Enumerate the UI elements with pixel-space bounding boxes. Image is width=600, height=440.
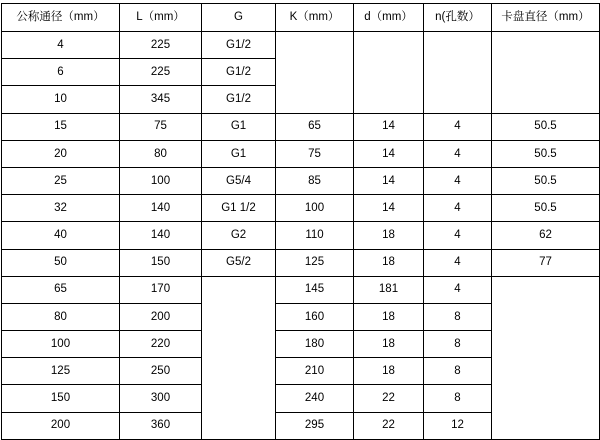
cell-k: 110 [276, 222, 354, 249]
cell-hole-count: 8 [424, 358, 492, 385]
table-row [2, 86, 600, 113]
column-header-length: L（mm） [120, 4, 202, 32]
cell-d: 14 [354, 113, 424, 140]
cell-nominal-diameter: 32 [2, 195, 120, 222]
cell-length: 225 [120, 32, 202, 59]
cell-nominal-diameter: 20 [2, 140, 120, 167]
cell-d: 14 [354, 167, 424, 194]
cell-chuck-diameter: 50.5 [492, 167, 600, 194]
cell-k: 65 [276, 113, 354, 140]
cell-hole-count: 4 [424, 249, 492, 276]
cell-nominal-diameter: 10 [2, 86, 120, 113]
cell-nominal-diameter: 65 [2, 276, 120, 303]
cell-length: 150 [120, 249, 202, 276]
cell-hole-count: 8 [424, 303, 492, 330]
specification-table [1, 3, 600, 440]
table-body [2, 32, 600, 440]
table-row [2, 222, 600, 249]
table-header [2, 4, 600, 32]
column-header-hole-count: n(孔数） [424, 4, 492, 32]
cell-hole-count: 4 [424, 276, 492, 303]
cell-chuck-diameter: 62 [492, 222, 600, 249]
cell-hole-count: 4 [424, 222, 492, 249]
cell-d: 22 [354, 412, 424, 439]
cell-d: 18 [354, 249, 424, 276]
table-row [2, 195, 600, 222]
cell-chuck-diameter: 50.5 [492, 113, 600, 140]
cell-thread: G1 1/2 [202, 195, 276, 222]
cell-k [276, 32, 354, 59]
cell-hole-count: 4 [424, 195, 492, 222]
table-row [2, 303, 600, 330]
cell-thread: G5/4 [202, 167, 276, 194]
cell-nominal-diameter: 50 [2, 249, 120, 276]
cell-thread [202, 331, 276, 358]
cell-nominal-diameter: 4 [2, 32, 120, 59]
cell-k [276, 59, 354, 86]
cell-d [354, 59, 424, 86]
cell-chuck-diameter: 50.5 [492, 195, 600, 222]
cell-nominal-diameter: 40 [2, 222, 120, 249]
column-header-nominal-diameter: 公称通径（mm） [2, 4, 120, 32]
cell-thread: G1 [202, 113, 276, 140]
cell-d [354, 32, 424, 59]
cell-nominal-diameter: 15 [2, 113, 120, 140]
cell-hole-count: 4 [424, 113, 492, 140]
cell-chuck-diameter [492, 86, 600, 113]
cell-chuck-diameter [492, 303, 600, 330]
cell-d [354, 86, 424, 113]
column-header-k: K（mm） [276, 4, 354, 32]
cell-d: 18 [354, 222, 424, 249]
column-header-thread: G [202, 4, 276, 32]
cell-thread: G1/2 [202, 59, 276, 86]
cell-length: 300 [120, 385, 202, 412]
cell-hole-count [424, 59, 492, 86]
cell-chuck-diameter [492, 385, 600, 412]
cell-k: 85 [276, 167, 354, 194]
table-row [2, 331, 600, 358]
cell-d: 18 [354, 358, 424, 385]
table-header-row [2, 4, 600, 32]
cell-thread: G2 [202, 222, 276, 249]
cell-hole-count: 12 [424, 412, 492, 439]
cell-thread [202, 276, 276, 303]
cell-chuck-diameter [492, 59, 600, 86]
cell-chuck-diameter [492, 358, 600, 385]
cell-k: 295 [276, 412, 354, 439]
cell-d: 18 [354, 303, 424, 330]
cell-thread [202, 412, 276, 439]
cell-length: 250 [120, 358, 202, 385]
cell-nominal-diameter: 150 [2, 385, 120, 412]
cell-nominal-diameter: 80 [2, 303, 120, 330]
cell-thread: G1/2 [202, 86, 276, 113]
cell-length: 220 [120, 331, 202, 358]
table-row [2, 59, 600, 86]
cell-thread: G1/2 [202, 32, 276, 59]
cell-k: 180 [276, 331, 354, 358]
column-header-chuck-diameter: 卡盘直径（mm） [492, 4, 600, 32]
cell-nominal-diameter: 25 [2, 167, 120, 194]
cell-length: 170 [120, 276, 202, 303]
column-header-d: d（mm） [354, 4, 424, 32]
cell-length: 345 [120, 86, 202, 113]
cell-nominal-diameter: 125 [2, 358, 120, 385]
table-row [2, 249, 600, 276]
cell-d: 18 [354, 331, 424, 358]
table-row [2, 167, 600, 194]
table-row [2, 358, 600, 385]
table-row [2, 140, 600, 167]
cell-d: 22 [354, 385, 424, 412]
cell-length: 80 [120, 140, 202, 167]
cell-chuck-diameter [492, 276, 600, 303]
cell-thread: G5/2 [202, 249, 276, 276]
cell-length: 100 [120, 167, 202, 194]
cell-d: 181 [354, 276, 424, 303]
cell-hole-count: 8 [424, 385, 492, 412]
cell-hole-count: 4 [424, 167, 492, 194]
cell-chuck-diameter [492, 331, 600, 358]
cell-length: 140 [120, 222, 202, 249]
table-row [2, 276, 600, 303]
table-row [2, 412, 600, 439]
cell-hole-count [424, 86, 492, 113]
cell-k: 210 [276, 358, 354, 385]
table-row [2, 113, 600, 140]
cell-thread [202, 358, 276, 385]
cell-thread [202, 385, 276, 412]
cell-k: 125 [276, 249, 354, 276]
cell-chuck-diameter: 50.5 [492, 140, 600, 167]
cell-hole-count: 4 [424, 140, 492, 167]
cell-k: 240 [276, 385, 354, 412]
cell-k: 145 [276, 276, 354, 303]
cell-k: 75 [276, 140, 354, 167]
cell-k: 100 [276, 195, 354, 222]
cell-k: 160 [276, 303, 354, 330]
cell-nominal-diameter: 200 [2, 412, 120, 439]
cell-chuck-diameter [492, 412, 600, 439]
cell-chuck-diameter: 77 [492, 249, 600, 276]
cell-length: 75 [120, 113, 202, 140]
cell-hole-count [424, 32, 492, 59]
cell-thread: G1 [202, 140, 276, 167]
cell-length: 360 [120, 412, 202, 439]
cell-nominal-diameter: 6 [2, 59, 120, 86]
cell-d: 14 [354, 195, 424, 222]
cell-chuck-diameter [492, 32, 600, 59]
cell-length: 225 [120, 59, 202, 86]
cell-length: 140 [120, 195, 202, 222]
cell-k [276, 86, 354, 113]
cell-d: 14 [354, 140, 424, 167]
cell-nominal-diameter: 100 [2, 331, 120, 358]
cell-thread [202, 303, 276, 330]
table-row [2, 385, 600, 412]
cell-hole-count: 8 [424, 331, 492, 358]
table-row [2, 32, 600, 59]
cell-length: 200 [120, 303, 202, 330]
